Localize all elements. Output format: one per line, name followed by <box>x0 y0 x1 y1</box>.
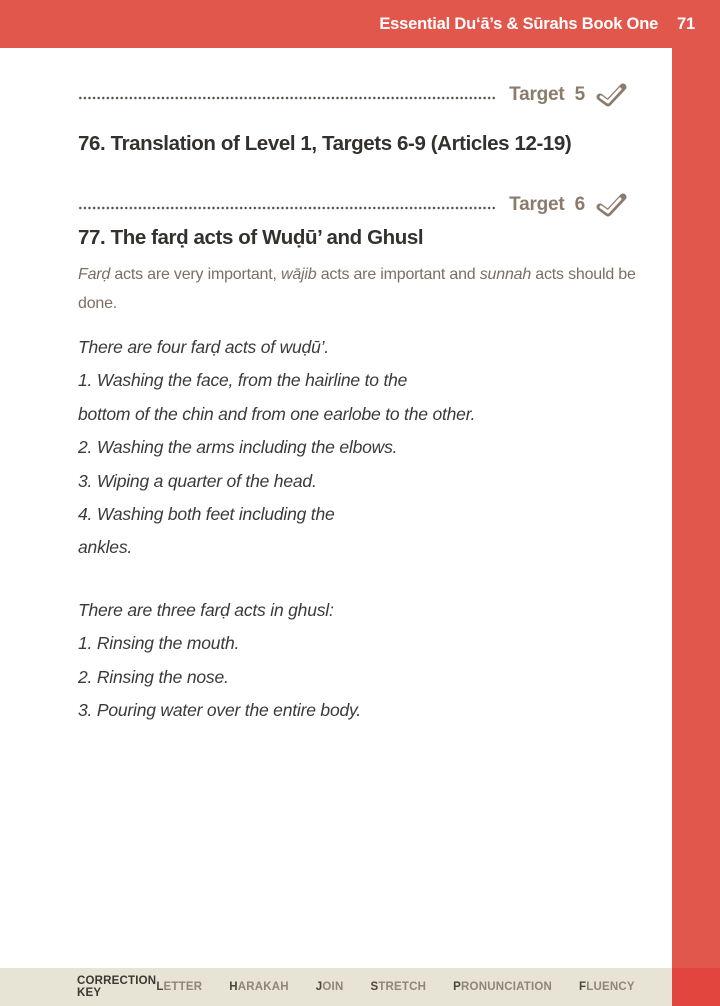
body-line: There are four farḍ acts of wuḍū’. <box>78 337 329 357</box>
page-content <box>0 48 672 968</box>
body-line: 2. Washing the arms including the elbows. <box>78 437 398 458</box>
intro-paragraph <box>78 260 636 318</box>
body-line: 1. Rinsing the mouth. <box>78 633 240 654</box>
body-line: There are three farḍ acts in ghusl: <box>78 599 334 620</box>
target-row-6 <box>78 192 628 218</box>
target-6-label: Target 6 <box>509 194 585 215</box>
ghusl-fard-list <box>78 594 628 728</box>
article-77-heading: 77. The farḍ acts of Wuḍū’ and Ghusl <box>78 226 424 249</box>
article-76-heading: 76. Translation of Level 1, Targets 6-9 (Articles 12-19) <box>78 132 572 155</box>
correction-key-bar <box>0 968 672 1006</box>
term-wajib: wājib <box>280 266 317 283</box>
dotted-leader <box>78 206 496 210</box>
right-edge-strip-footer <box>672 968 720 1006</box>
intro-line-2: done. <box>78 295 118 312</box>
footer-item-letter: LETTER <box>156 981 203 993</box>
term-sunnah: sunnah <box>479 266 532 283</box>
intro-line-1: Farḍ acts are very important, wājib acts are important and sunnah acts should be <box>78 266 636 283</box>
body-line: ankles. <box>78 537 133 558</box>
wudu-fard-list <box>78 331 628 565</box>
page-header <box>0 0 720 48</box>
body-line: 3. Pouring water over the entire body. <box>78 700 361 721</box>
footer-item-harakah: HARAKAH <box>229 981 289 993</box>
target-5-label: Target 5 <box>509 84 585 105</box>
footer-item-pronunciation: PRONUNCIATION <box>453 981 553 993</box>
check-icon <box>595 83 628 108</box>
footer-item-stretch: STRETCH <box>370 981 427 993</box>
target-row-5 <box>78 82 628 108</box>
footer-item-fluency: FLUENCY <box>579 981 635 993</box>
correction-key-label: CORRECTION KEY <box>77 975 157 999</box>
body-line: 4. Washing both feet including the <box>78 504 335 525</box>
body-line: bottom of the chin and from one earlobe to the other. <box>78 403 476 424</box>
correction-key-items <box>156 981 634 993</box>
right-edge-strip <box>672 0 720 1006</box>
page-number: 71 <box>677 14 695 33</box>
term-fard: Farḍ <box>78 266 111 283</box>
body-line: 3. Wiping a quarter of the head. <box>78 470 317 491</box>
body-line: 1. Washing the face, from the hairline to the <box>78 370 408 391</box>
body-line: 2. Rinsing the nose. <box>78 666 229 687</box>
check-icon <box>595 193 628 218</box>
dotted-leader <box>78 96 496 100</box>
book-title: Essential Du‘ā’s & Sūrahs Book One <box>379 14 659 33</box>
footer-item-join: JOIN <box>315 981 344 993</box>
